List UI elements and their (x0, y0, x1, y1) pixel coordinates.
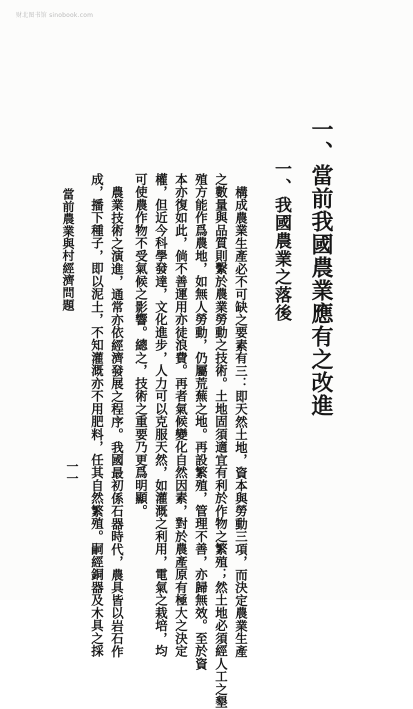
page-number: 一一 (65, 460, 79, 484)
body-line: 之數量與品質則繫於農業勞動之技術。土地固須適宜有利於作物之繁殖；然土地必須經人工之墾 (213, 173, 229, 709)
body-line: 成，播下種子，即以泥土，不知灌溉亦不用肥料，任其自然繁殖。嗣經銅器及木具之採 (89, 173, 105, 658)
body-line: 農業技術之演進，通常亦依經濟發展之程序。我國最初係石器時代，農具皆以岩石作 (109, 186, 125, 658)
running-footer-title: 當前農業與村經濟問題 (61, 188, 75, 311)
body-line: 權，但近今科學發達，文化進步，人力可以克服天然，如灌溉之利用，電氣之栽培，均 (153, 173, 169, 658)
watermark: 财北图书馆 sinobook.com (16, 12, 94, 19)
body-line: 可使農作物不受氣候之影響。總之，技術之重要乃更爲明顯。 (133, 173, 149, 518)
body-line: 構成農業生產必不可缺之要素有三：即天然土地，資本與勞動三項，而決定農業生產 (233, 186, 249, 658)
section-title: 一、我國農業之落後 (271, 160, 291, 322)
chapter-title: 一、當前我國農業應有之改進 (308, 118, 334, 417)
body-line: 本亦復如此，倘不善運用亦徒浪費。再者氣候變化自然因素，對於農產原有極大之決定 (173, 173, 189, 658)
body-line: 殖方能作爲農地，如無人勞動，仍屬荒蕪之地。再設繁殖，管理不善，亦歸無效。至於資 (193, 173, 209, 671)
